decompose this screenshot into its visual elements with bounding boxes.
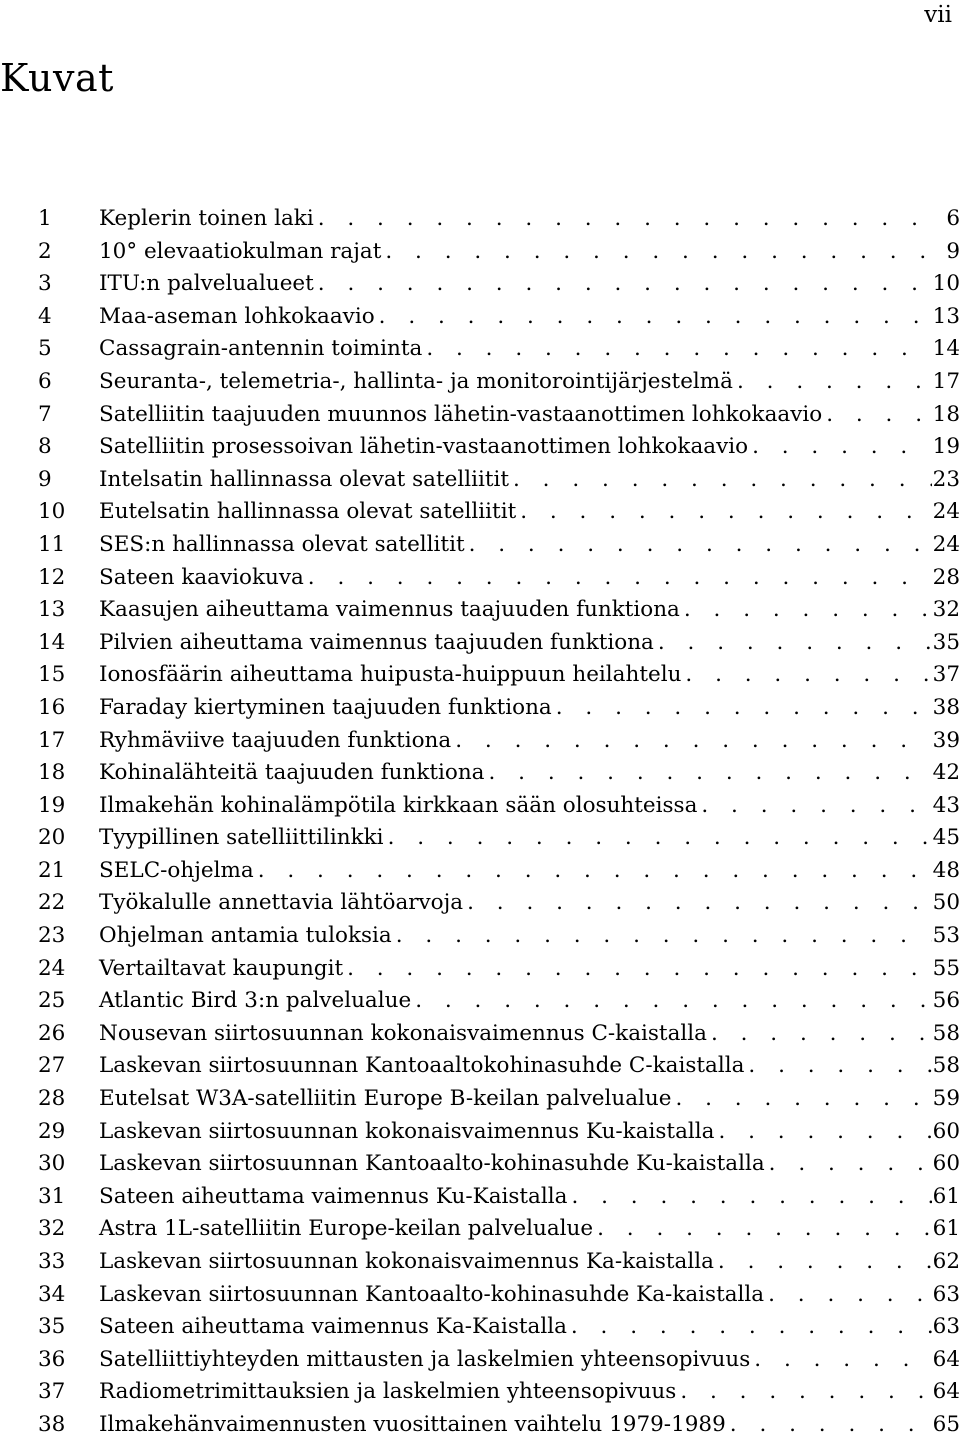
figure-number: 9 xyxy=(38,466,52,492)
figure-entry[interactable] xyxy=(38,301,960,334)
figure-entry[interactable] xyxy=(38,333,960,366)
figure-title[interactable]: SELC-ohjelma xyxy=(99,857,254,883)
figure-page-number[interactable]: 10 xyxy=(932,271,960,297)
dot-leader xyxy=(764,1279,932,1312)
figure-title[interactable]: Laskevan siirtosuunnan Kantoaalto-kohinasuhde Ku-kaistalla xyxy=(99,1151,765,1177)
dot-leader xyxy=(697,790,932,823)
dot-leader xyxy=(463,887,932,920)
figure-page-number[interactable]: 32 xyxy=(932,597,960,623)
figure-page-number[interactable]: 45 xyxy=(932,825,960,851)
figure-number: 16 xyxy=(38,694,66,720)
dot-leader xyxy=(343,953,932,986)
figure-entry[interactable] xyxy=(38,1181,960,1214)
figure-page-number[interactable]: 61 xyxy=(932,1183,960,1209)
figure-entry[interactable] xyxy=(38,725,960,758)
figure-number: 34 xyxy=(38,1281,66,1307)
figure-number: 20 xyxy=(38,825,66,851)
figure-page-number[interactable]: 62 xyxy=(932,1249,960,1274)
dot-leader xyxy=(726,1409,932,1442)
figure-number: 11 xyxy=(38,531,66,557)
figure-title[interactable]: Ohjelman antamia tuloksia xyxy=(99,923,392,949)
figure-title[interactable]: Vertailtavat kaupungit xyxy=(99,955,344,981)
figure-page-number[interactable]: 6 xyxy=(946,206,960,231)
figure-page-number[interactable]: 39 xyxy=(932,727,960,753)
figure-entry[interactable] xyxy=(38,1116,960,1149)
figure-title[interactable]: Sateen aiheuttama vaimennus Ku-Kaistalla xyxy=(99,1183,568,1209)
figure-page-number[interactable]: 14 xyxy=(932,336,960,362)
figure-number: 26 xyxy=(38,1020,66,1046)
figure-title[interactable]: Pilvien aiheuttama vaimennus taajuuden funktiona xyxy=(99,629,654,655)
figure-page-number[interactable]: 24 xyxy=(932,499,960,525)
figure-title[interactable]: Satelliitin prosessoivan lähetin-vastaanottimen lohkokaavio xyxy=(99,434,749,460)
figure-page-number[interactable]: 64 xyxy=(932,1346,960,1372)
figure-number: 21 xyxy=(38,857,66,883)
figure-number: 4 xyxy=(38,303,52,329)
figure-entry[interactable] xyxy=(38,268,960,301)
dot-leader xyxy=(552,692,932,725)
dot-leader xyxy=(750,1344,932,1377)
figure-number: 24 xyxy=(38,955,66,981)
figure-page-number[interactable]: 24 xyxy=(932,531,960,557)
figure-title[interactable]: Ilmakehän kohinalämpötila kirkkaan sään olosuhteissa xyxy=(99,792,698,818)
figure-number: 23 xyxy=(38,923,66,949)
dot-leader xyxy=(314,268,932,301)
figure-title[interactable]: Laskevan siirtosuunnan Kantoaalto-kohinasuhde Ka-kaistalla xyxy=(99,1281,765,1307)
figure-number: 35 xyxy=(38,1314,66,1340)
figure-entry[interactable] xyxy=(38,887,960,920)
figure-title[interactable]: SES:n hallinnassa olevat satellitit xyxy=(99,531,465,557)
figure-number: 19 xyxy=(38,792,66,818)
dot-leader xyxy=(765,1148,932,1181)
figure-number: 30 xyxy=(38,1151,66,1177)
figure-entry[interactable] xyxy=(38,1050,960,1083)
dot-leader xyxy=(411,985,932,1018)
dot-leader xyxy=(681,659,932,692)
figure-entry[interactable] xyxy=(38,953,960,986)
page-number: vii xyxy=(924,2,952,28)
figure-title[interactable]: Satelliitin taajuuden muunnos lähetin-vastaanottimen lohkokaavio xyxy=(99,401,823,427)
figure-entry[interactable] xyxy=(38,1376,960,1409)
figure-entry[interactable] xyxy=(38,1148,960,1181)
dot-leader xyxy=(381,236,932,269)
figure-page-number[interactable]: 18 xyxy=(932,401,960,427)
figure-page-number[interactable]: 63 xyxy=(932,1281,960,1307)
figure-title[interactable]: Laskevan siirtosuunnan kokonaisvaimennus Ka-kaistalla xyxy=(99,1249,714,1274)
figure-title[interactable]: Sateen kaaviokuva xyxy=(99,564,304,590)
figure-page-number[interactable]: 64 xyxy=(932,1379,960,1405)
figure-entry[interactable] xyxy=(38,203,960,236)
figure-page-number[interactable]: 59 xyxy=(932,1086,960,1112)
figure-title[interactable]: Eutelsatin hallinnassa olevat satelliitit xyxy=(99,499,517,525)
figure-title[interactable]: Työkalulle annettavia lähtöarvoja xyxy=(99,890,464,916)
figure-title[interactable]: Eutelsat W3A-satelliitin Europe B-keilan palvelualue xyxy=(99,1086,672,1112)
figure-entry[interactable] xyxy=(38,1246,960,1279)
figure-number: 22 xyxy=(38,890,66,916)
figure-entry[interactable] xyxy=(38,431,960,464)
figure-number: 10 xyxy=(38,499,66,525)
figure-title[interactable]: Intelsatin hallinnassa olevat satelliitit xyxy=(99,466,510,492)
dot-leader xyxy=(465,529,932,562)
figure-entry[interactable] xyxy=(38,594,960,627)
figure-number: 31 xyxy=(38,1183,66,1209)
figure-title[interactable]: Laskevan siirtosuunnan Kantoaaltokohinasuhde C-kaistalla xyxy=(99,1053,745,1079)
figure-title[interactable]: ITU:n palvelualueet xyxy=(99,271,314,297)
figure-page-number[interactable]: 60 xyxy=(932,1151,960,1177)
figure-number: 2 xyxy=(38,238,52,264)
figure-title[interactable]: Ryhmäviive taajuuden funktiona xyxy=(99,727,452,753)
figure-page-number[interactable]: 42 xyxy=(932,760,960,786)
figure-entry[interactable] xyxy=(38,366,960,399)
figure-title[interactable]: Atlantic Bird 3:n palvelualue xyxy=(99,988,412,1014)
figure-number: 18 xyxy=(38,760,66,786)
figure-entry[interactable] xyxy=(38,659,960,692)
figure-number: 32 xyxy=(38,1216,66,1242)
figure-number: 14 xyxy=(38,629,66,655)
figure-number: 7 xyxy=(38,401,52,427)
figure-number: 8 xyxy=(38,434,52,460)
figure-page-number[interactable]: 55 xyxy=(932,955,960,981)
figure-page-number[interactable]: 48 xyxy=(932,857,960,883)
figure-entry[interactable] xyxy=(38,562,960,595)
dot-leader xyxy=(384,822,932,855)
dot-leader xyxy=(567,1181,932,1214)
dot-leader xyxy=(714,1116,932,1149)
figure-title[interactable]: Sateen aiheuttama vaimennus Ka-Kaistalla xyxy=(99,1314,567,1340)
figure-number: 13 xyxy=(38,597,66,623)
dot-leader xyxy=(593,1213,932,1246)
figure-page-number[interactable]: 65 xyxy=(932,1411,960,1437)
figure-page-number[interactable]: 61 xyxy=(932,1216,960,1242)
figure-title[interactable]: Laskevan siirtosuunnan kokonaisvaimennus Ku-kaistalla xyxy=(99,1118,715,1144)
dot-leader xyxy=(714,1246,932,1279)
figure-page-number[interactable]: 28 xyxy=(932,564,960,590)
figure-title[interactable]: Nousevan siirtosuunnan kokonaisvaimennus C-kaistalla xyxy=(99,1020,707,1046)
dot-leader xyxy=(392,920,932,953)
figure-title[interactable]: Astra 1L-satelliitin Europe-keilan palvelualue xyxy=(99,1216,594,1242)
figure-number: 6 xyxy=(38,368,52,394)
figure-entry[interactable] xyxy=(38,757,960,790)
dot-leader xyxy=(304,562,932,595)
figure-entry[interactable] xyxy=(38,790,960,823)
dot-leader xyxy=(516,496,932,529)
figure-list xyxy=(38,203,960,1442)
figure-entry[interactable] xyxy=(38,1213,960,1246)
figure-page-number[interactable]: 38 xyxy=(932,694,960,720)
figure-title[interactable]: Satelliittiyhteyden mittausten ja laskelmien yhteensopivuus xyxy=(99,1346,751,1372)
figure-page-number[interactable]: 13 xyxy=(932,303,960,329)
figure-entry[interactable] xyxy=(38,399,960,432)
figure-page-number[interactable]: 50 xyxy=(932,890,960,916)
figure-entry[interactable] xyxy=(38,985,960,1018)
figure-page-number[interactable]: 56 xyxy=(932,988,960,1014)
dot-leader xyxy=(676,1376,932,1409)
dot-leader xyxy=(654,627,932,660)
figure-page-number[interactable]: 53 xyxy=(932,923,960,949)
figure-number: 29 xyxy=(38,1118,66,1144)
dot-leader xyxy=(567,1311,932,1344)
figure-title[interactable]: Radiometrimittauksien ja laskelmien yhteensopivuus xyxy=(99,1379,677,1405)
figure-entry[interactable] xyxy=(38,627,960,660)
figure-page-number[interactable]: 60 xyxy=(932,1118,960,1144)
dot-leader xyxy=(485,757,933,790)
figure-number: 33 xyxy=(38,1249,66,1274)
figure-entry[interactable] xyxy=(38,692,960,725)
dot-leader xyxy=(680,594,932,627)
dot-leader xyxy=(375,301,932,334)
figure-entry[interactable] xyxy=(38,464,960,497)
figure-page-number[interactable]: 9 xyxy=(946,238,960,264)
dot-leader xyxy=(822,399,932,432)
figure-title[interactable]: Ilmakehänvaimennusten vuosittainen vaihtelu 1979-1989 xyxy=(99,1411,726,1437)
figure-entry[interactable] xyxy=(38,1344,960,1377)
figure-title[interactable]: Kohinalähteitä taajuuden funktiona xyxy=(99,760,485,786)
figure-title[interactable]: Kaasujen aiheuttama vaimennus taajuuden funktiona xyxy=(99,597,680,623)
figure-title[interactable]: Tyypillinen satelliittilinkki xyxy=(99,825,384,851)
figure-title[interactable]: Cassagrain-antennin toiminta xyxy=(99,336,423,362)
figure-page-number[interactable]: 43 xyxy=(932,792,960,818)
figure-entry[interactable] xyxy=(38,1409,960,1442)
figure-entry[interactable] xyxy=(38,236,960,269)
page-title: Kuvat xyxy=(0,56,114,100)
figure-number: 37 xyxy=(38,1379,66,1405)
figure-page-number[interactable]: 37 xyxy=(932,662,960,688)
figure-title[interactable]: Faraday kiertyminen taajuuden funktiona xyxy=(99,694,552,720)
figure-page-number[interactable]: 23 xyxy=(932,466,960,492)
figure-entry[interactable] xyxy=(38,496,960,529)
figure-number: 3 xyxy=(38,271,52,297)
figure-number: 25 xyxy=(38,988,66,1014)
dot-leader xyxy=(748,431,932,464)
figure-entry[interactable] xyxy=(38,1083,960,1116)
figure-entry[interactable] xyxy=(38,1311,960,1344)
dot-leader xyxy=(314,203,932,236)
figure-page-number[interactable]: 19 xyxy=(932,434,960,460)
figure-number: 15 xyxy=(38,662,66,688)
figure-page-number[interactable]: 17 xyxy=(932,368,960,394)
figure-number: 38 xyxy=(38,1411,66,1437)
figure-number: 5 xyxy=(38,336,52,362)
dot-leader xyxy=(707,1018,932,1051)
figure-title[interactable]: Keplerin toinen laki xyxy=(99,206,314,231)
figure-entry[interactable] xyxy=(38,920,960,953)
figure-number: 17 xyxy=(38,727,66,753)
figure-title[interactable]: Ionosfäärin aiheuttama huipusta-huippuun heilahtelu xyxy=(99,662,682,688)
dot-leader xyxy=(422,333,932,366)
figure-page-number[interactable]: 58 xyxy=(932,1020,960,1046)
dot-leader xyxy=(451,725,932,758)
dot-leader xyxy=(733,366,932,399)
figure-number: 1 xyxy=(38,206,52,231)
figure-title[interactable]: 10° elevaatiokulman rajat xyxy=(99,238,382,264)
dot-leader xyxy=(509,464,932,497)
figure-number: 36 xyxy=(38,1346,66,1372)
figure-title[interactable]: Seuranta-, telemetria-, hallinta- ja monitorointijärjestelmä xyxy=(99,368,733,394)
figure-entry[interactable] xyxy=(38,1279,960,1312)
figure-number: 27 xyxy=(38,1053,66,1079)
figure-entry[interactable] xyxy=(38,529,960,562)
figure-entry[interactable] xyxy=(38,1018,960,1051)
dot-leader xyxy=(254,855,932,888)
figure-page-number[interactable]: 58 xyxy=(932,1053,960,1079)
figure-title[interactable]: Maa-aseman lohkokaavio xyxy=(99,303,375,329)
figure-number: 28 xyxy=(38,1086,66,1112)
figure-entry[interactable] xyxy=(38,822,960,855)
dot-leader xyxy=(744,1050,932,1083)
figure-number: 12 xyxy=(38,564,66,590)
figure-page-number[interactable]: 35 xyxy=(932,629,960,655)
figure-entry[interactable] xyxy=(38,855,960,888)
figure-page-number[interactable]: 63 xyxy=(932,1314,960,1340)
dot-leader xyxy=(671,1083,932,1116)
